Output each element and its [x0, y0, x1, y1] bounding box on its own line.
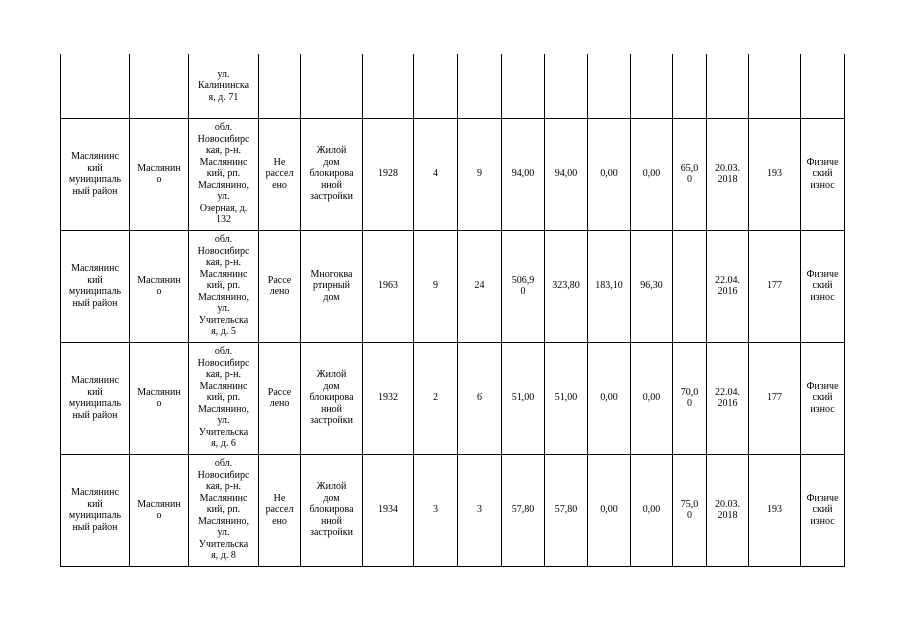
area-cell-3: 0,00 — [588, 454, 631, 566]
address-cell: обл. Новосибирс кая, р-н. Маслянинс кий, рп. Маслянино, ул. Учительска я, д. 6 — [189, 342, 259, 454]
count-cell-2: 9 — [458, 118, 502, 230]
date-cell: 22.04. 2016 — [707, 230, 749, 342]
area-cell-3 — [588, 54, 631, 118]
area-cell-2: 57,80 — [545, 454, 588, 566]
resettlement-status-cell: Не рассел ено — [259, 454, 301, 566]
district-cell: Маслянинс кий муниципаль ный район — [61, 454, 130, 566]
document-number-cell — [749, 54, 801, 118]
document-number-cell: 177 — [749, 342, 801, 454]
area-cell-2: 51,00 — [545, 342, 588, 454]
document-number-cell: 193 — [749, 118, 801, 230]
area-cell-3: 0,00 — [588, 342, 631, 454]
count-cell-2 — [458, 54, 502, 118]
address-cell: обл. Новосибирс кая, р-н. Маслянинс кий, рп. Маслянино, ул. Озерная, д. 132 — [189, 118, 259, 230]
wear-percent-cell: 70,0 0 — [673, 342, 707, 454]
date-cell: 22.04. 2016 — [707, 342, 749, 454]
address-cell: обл. Новосибирс кая, р-н. Маслянинс кий, рп. Маслянино, ул. Учительска я, д. 5 — [189, 230, 259, 342]
table-row — [61, 342, 845, 454]
building-type-cell: Многоква ртирный дом — [301, 230, 363, 342]
year-cell: 1932 — [363, 342, 414, 454]
reason-cell: Физиче ский износ — [801, 230, 845, 342]
date-cell: 20.03. 2018 — [707, 118, 749, 230]
area-cell-4: 0,00 — [631, 342, 673, 454]
reason-cell: Физиче ский износ — [801, 454, 845, 566]
building-type-cell: Жилой дом блокирова нной застройки — [301, 454, 363, 566]
area-cell-4: 96,30 — [631, 230, 673, 342]
district-cell — [61, 54, 130, 118]
year-cell — [363, 54, 414, 118]
area-cell-4: 0,00 — [631, 118, 673, 230]
wear-percent-cell — [673, 54, 707, 118]
count-cell-1: 9 — [414, 230, 458, 342]
district-cell: Маслянинс кий муниципаль ный район — [61, 230, 130, 342]
document-number-cell: 193 — [749, 454, 801, 566]
settlement-cell: Маслянин о — [130, 342, 189, 454]
area-cell-2 — [545, 54, 588, 118]
area-cell-2: 323,80 — [545, 230, 588, 342]
reason-cell: Физиче ский износ — [801, 118, 845, 230]
year-cell: 1934 — [363, 454, 414, 566]
address-cell: обл. Новосибирс кая, р-н. Маслянинс кий, рп. Маслянино, ул. Учительска я, д. 8 — [189, 454, 259, 566]
area-cell-1: 94,00 — [502, 118, 545, 230]
area-cell-2: 94,00 — [545, 118, 588, 230]
area-cell-4 — [631, 54, 673, 118]
area-cell-1: 57,80 — [502, 454, 545, 566]
table-row — [61, 54, 845, 118]
housing-table — [60, 54, 845, 567]
area-cell-3: 0,00 — [588, 118, 631, 230]
count-cell-2: 6 — [458, 342, 502, 454]
building-type-cell: Жилой дом блокирова нной застройки — [301, 342, 363, 454]
document-number-cell: 177 — [749, 230, 801, 342]
year-cell: 1963 — [363, 230, 414, 342]
resettlement-status-cell: Рассе лено — [259, 230, 301, 342]
settlement-cell: Маслянин о — [130, 118, 189, 230]
date-cell — [707, 54, 749, 118]
wear-percent-cell: 75,0 0 — [673, 454, 707, 566]
table-row — [61, 118, 845, 230]
resettlement-status-cell: Рассе лено — [259, 342, 301, 454]
count-cell-1: 4 — [414, 118, 458, 230]
building-type-cell — [301, 54, 363, 118]
district-cell: Маслянинс кий муниципаль ный район — [61, 118, 130, 230]
year-cell: 1928 — [363, 118, 414, 230]
address-cell: ул. Калининска я, д. 71 — [189, 54, 259, 118]
settlement-cell: Маслянин о — [130, 230, 189, 342]
reason-cell: Физиче ский износ — [801, 342, 845, 454]
resettlement-status-cell — [259, 54, 301, 118]
count-cell-2: 3 — [458, 454, 502, 566]
settlement-cell: Маслянин о — [130, 454, 189, 566]
count-cell-2: 24 — [458, 230, 502, 342]
area-cell-1: 506,9 0 — [502, 230, 545, 342]
district-cell: Маслянинс кий муниципаль ный район — [61, 342, 130, 454]
count-cell-1 — [414, 54, 458, 118]
area-cell-3: 183,10 — [588, 230, 631, 342]
table-row — [61, 230, 845, 342]
count-cell-1: 2 — [414, 342, 458, 454]
count-cell-1: 3 — [414, 454, 458, 566]
date-cell: 20.03. 2018 — [707, 454, 749, 566]
wear-percent-cell — [673, 230, 707, 342]
wear-percent-cell: 65,0 0 — [673, 118, 707, 230]
resettlement-status-cell: Не рассел ено — [259, 118, 301, 230]
table-row — [61, 454, 845, 566]
area-cell-4: 0,00 — [631, 454, 673, 566]
settlement-cell — [130, 54, 189, 118]
area-cell-1: 51,00 — [502, 342, 545, 454]
reason-cell — [801, 54, 845, 118]
area-cell-1 — [502, 54, 545, 118]
building-type-cell: Жилой дом блокирова нной застройки — [301, 118, 363, 230]
